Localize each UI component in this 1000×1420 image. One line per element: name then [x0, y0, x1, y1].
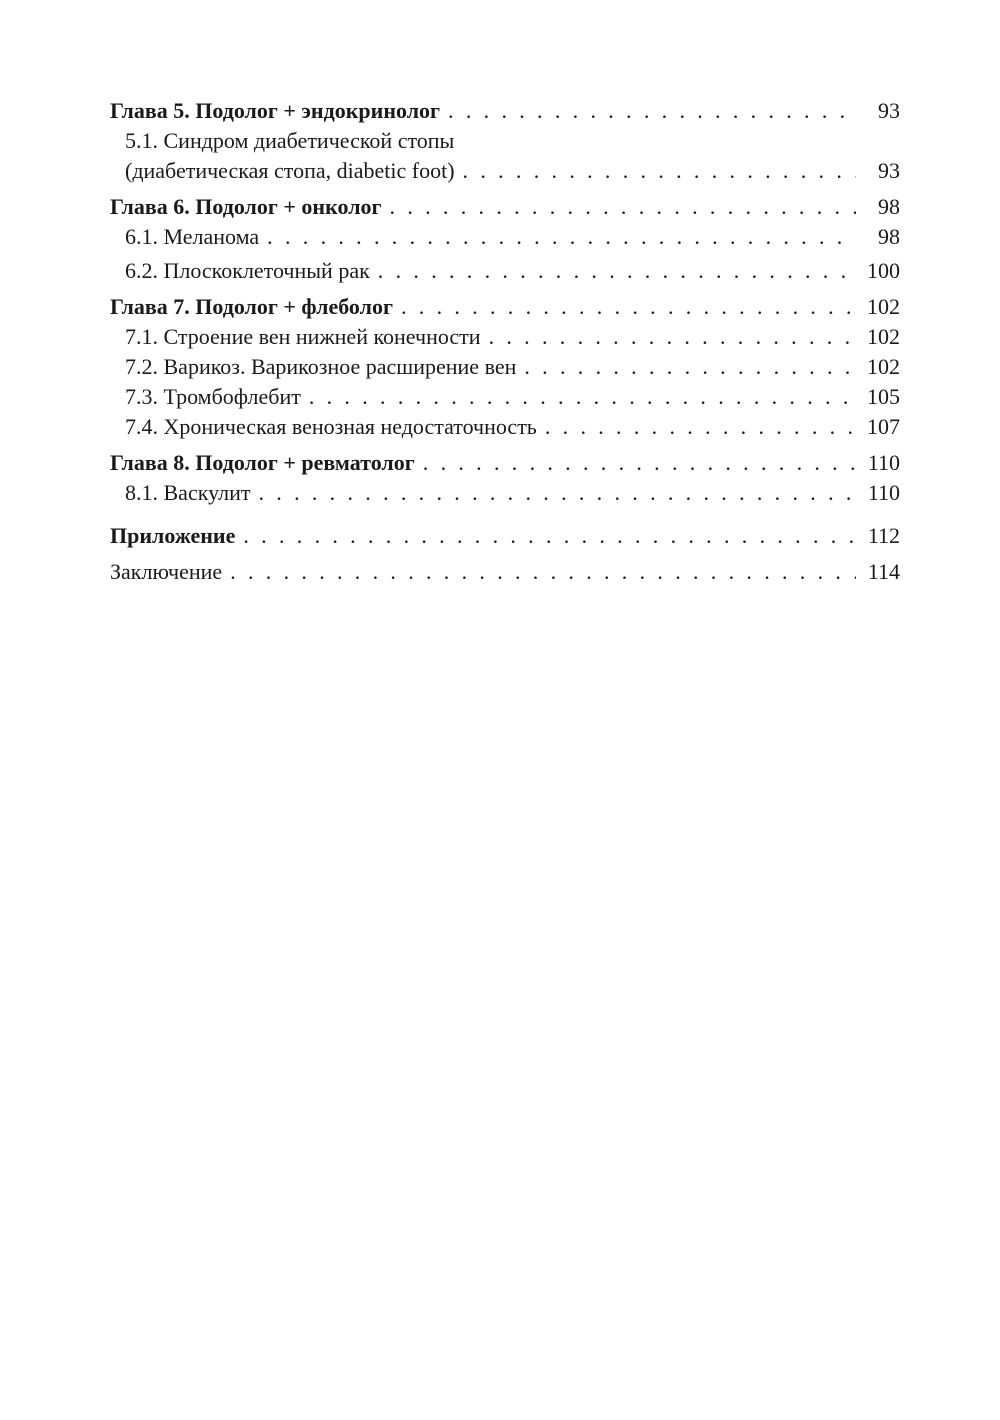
toc-page-number: 98	[878, 194, 900, 219]
toc-page-number: 110	[867, 480, 900, 505]
toc-chapter-5[interactable]	[110, 96, 900, 126]
toc-entry-title: 6.1. Меланома	[125, 224, 260, 249]
dot-leader	[423, 448, 856, 478]
toc-page-number: 110	[867, 450, 900, 475]
toc-appendix[interactable]	[110, 521, 900, 551]
dot-leader	[401, 292, 856, 322]
toc-entry-title: Заключение	[110, 559, 223, 584]
toc-section-7-4[interactable]	[110, 412, 900, 442]
toc-chapter-7[interactable]	[110, 292, 900, 322]
dot-leader	[545, 412, 856, 442]
toc-section-5-1[interactable]	[110, 156, 900, 186]
toc-entry-title: 7.2. Варикоз. Варикозное расширение вен	[125, 354, 517, 379]
toc-chapter-8[interactable]	[110, 448, 900, 478]
toc-page-number: 102	[867, 294, 900, 319]
toc-section-6-1[interactable]	[110, 222, 900, 252]
table-of-contents	[110, 96, 900, 587]
dot-leader	[243, 521, 856, 551]
toc-section-7-1[interactable]	[110, 322, 900, 352]
toc-page-number: 102	[867, 354, 900, 379]
toc-entry-title: Приложение	[110, 523, 236, 548]
toc-section-5-1-first-line: 5.1. Синдром диабетической стопы	[125, 128, 455, 153]
dot-leader	[463, 156, 856, 186]
toc-section-7-3[interactable]	[110, 382, 900, 412]
toc-entry-title: Глава 5. Подолог + эндокринолог	[110, 98, 441, 123]
toc-entry-title: 7.1. Строение вен нижней конечности	[125, 324, 481, 349]
toc-entry-title: 6.2. Плоскоклеточный рак	[125, 258, 370, 283]
toc-entry-title: 7.3. Тромбофлебит	[125, 384, 301, 409]
toc-page-number: 100	[867, 258, 900, 283]
dot-leader	[230, 557, 856, 587]
dot-leader	[309, 382, 856, 412]
toc-page-number: 102	[867, 324, 900, 349]
toc-page-number: 93	[878, 158, 900, 183]
toc-conclusion[interactable]	[110, 557, 900, 587]
toc-page-number: 105	[867, 384, 900, 409]
toc-entry-title: (диабетическая стопа, diabetic foot)	[125, 158, 455, 183]
toc-page-number: 93	[878, 98, 900, 123]
dot-leader	[258, 478, 856, 508]
toc-entry-title: 7.4. Хроническая венозная недостаточность	[125, 414, 537, 439]
dot-leader	[390, 192, 856, 222]
dot-leader	[489, 322, 856, 352]
toc-page-number: 114	[867, 559, 900, 584]
toc-page-number: 112	[867, 523, 900, 548]
toc-entry-title: Глава 8. Подолог + ревматолог	[110, 450, 415, 475]
toc-entry-title: Глава 7. Подолог + флеболог	[110, 294, 393, 319]
dot-leader	[524, 352, 856, 382]
toc-entry-title: Глава 6. Подолог + онколог	[110, 194, 382, 219]
dot-leader	[448, 96, 856, 126]
toc-chapter-6[interactable]	[110, 192, 900, 222]
dot-leader	[267, 222, 856, 252]
toc-entry-title: 8.1. Васкулит	[125, 480, 251, 505]
toc-section-7-2[interactable]	[110, 352, 900, 382]
toc-section-8-1[interactable]	[110, 478, 900, 508]
toc-page-number: 98	[878, 224, 900, 249]
toc-page-number: 107	[867, 414, 900, 439]
dot-leader	[378, 256, 856, 286]
toc-section-6-2[interactable]	[110, 256, 900, 286]
